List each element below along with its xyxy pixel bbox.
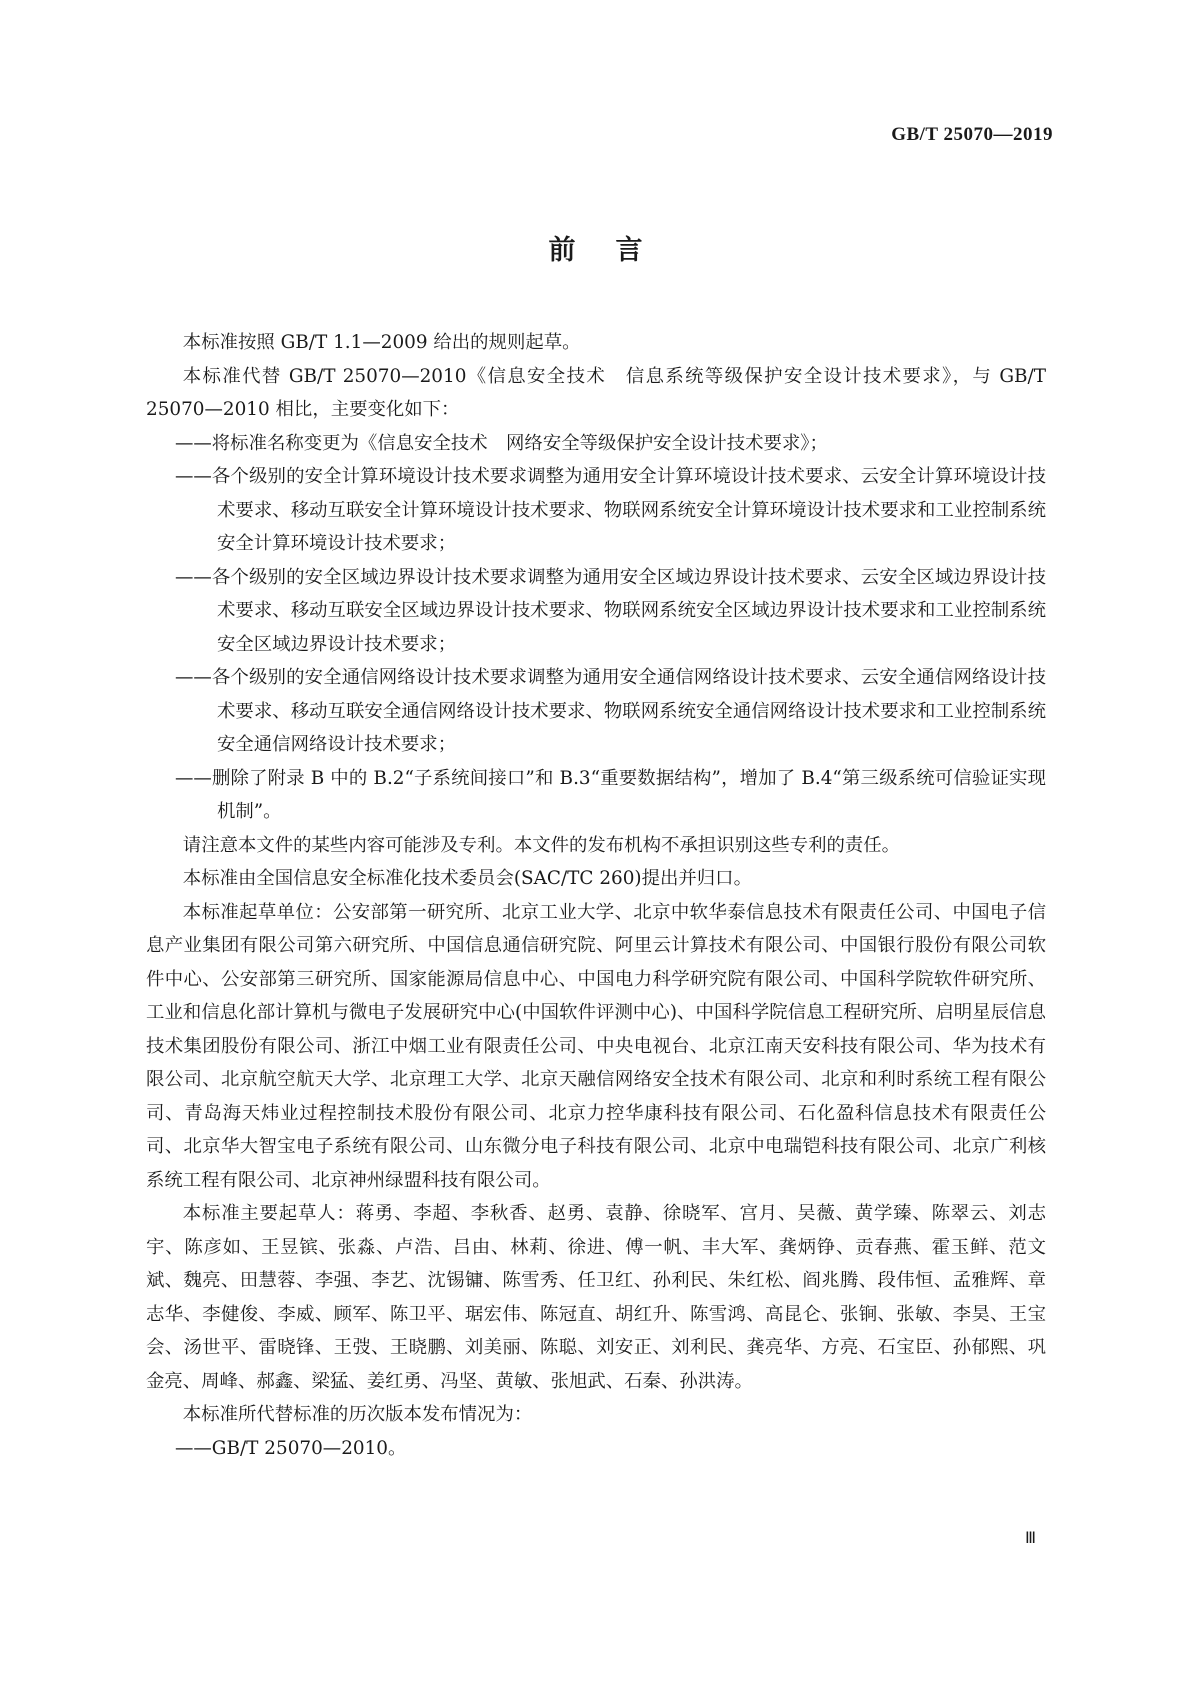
paragraph-proposer: 本标准由全国信息安全标准化技术委员会(SAC/TC 260)提出并归口。 <box>182 868 752 889</box>
change-item: ——各个级别的安全区域边界设计技术要求调整为通用安全区域边界设计技术要求、云安全区域边界设计技术要求、移动互联安全区域边界设计技术要求、物联网系统安全区域边界设计技术要求和工业控制系统安全区域边界设计技术要求； <box>175 566 1046 655</box>
change-item: ——将标准名称变更为《信息安全技术 网络安全等级保护安全设计技术要求》； <box>175 432 828 454</box>
paragraph-drafters: 本标准主要起草人：蒋勇、李超、李秋香、赵勇、袁静、徐晓军、宫月、吴薇、黄学臻、陈翠云、刘志宇、陈彦如、王昱镔、张淼、卢浩、吕由、林莉、徐进、傅一帆、丰大军、龚炳铮、贡春燕、霍玉鲜、范文斌、魏亮、田慧蓉、李强、李艺、沈锡镛、陈雪秀、任卫红、孙利民、朱红松、阎兆腾、段伟恒、孟雅辉、章志华、李健俊、李威、顾军、陈卫平、琚宏伟、陈冠直、胡红升、陈雪鸿、高昆仑、张锏、张敏、李昊、王宝会、汤世平、雷晓锋、王弢、王晓鹏、刘美丽、陈聪、刘安正、刘利民、龚亮华、方亮、石宝臣、孙郁熙、巩金亮、周峰、郝鑫、梁猛、姜红勇、冯坚、黄敏、张旭武、石秦、孙洪涛。 <box>146 1203 1046 1392</box>
paragraph-drafting-units: 本标准起草单位：公安部第一研究所、北京工业大学、北京中软华泰信息技术有限责任公司、中国电子信息产业集团有限公司第六研究所、中国信息通信研究院、阿里云计算技术有限公司、中国银行股份有限公司软件中心、公安部第三研究所、国家能源局信息中心、中国电力科学研究院有限公司、中国科学院软件研究所、工业和信息化部计算机与微电子发展研究中心(中国软件评测中心)、中国科学院信息工程研究所、启明星辰信息技术集团股份有限公司、浙江中烟工业有限责任公司、中央电视台、北京江南天安科技有限公司、华为技术有限公司、北京航空航天大学、北京理工大学、北京天融信网络安全技术有限公司、北京和利时系统工程有限公司、青岛海天炜业过程控制技术股份有限公司、北京力控华康科技有限公司、石化盈科信息技术有限责任公司、北京华大智宝电子系统有限公司、山东微分电子科技有限公司、北京中电瑞铠科技有限公司、北京广利核系统工程有限公司、北京神州绿盟科技有限公司。 <box>146 901 1046 1191</box>
page-number: Ⅲ <box>1024 1530 1036 1547</box>
change-item: ——删除了附录 B 中的 B.2“子系统间接口”和 B.3“重要数据结构”，增加了 B.4“第三级系统可信验证实现机制”。 <box>175 767 1046 822</box>
standard-code: GB/T 25070—2019 <box>891 124 1053 145</box>
paragraph-history-intro: 本标准所代替标准的历次版本发布情况为： <box>182 1404 533 1425</box>
change-item: ——各个级别的安全计算环境设计技术要求调整为通用安全计算环境设计技术要求、云安全计算环境设计技术要求、移动互联安全计算环境设计技术要求、物联网系统安全计算环境设计技术要求和工业控制系统安全计算环境设计技术要求； <box>175 466 1046 554</box>
change-item: ——各个级别的安全通信网络设计技术要求调整为通用安全通信网络设计技术要求、云安全通信网络设计技术要求、移动互联安全通信网络设计技术要求、物联网系统安全通信网络设计技术要求和工业控制系统安全通信网络设计技术要求； <box>175 667 1046 755</box>
foreword-body <box>146 326 1046 1465</box>
paragraph-replaces: 本标准代替 GB/T 25070—2010《信息安全技术 信息系统等级保护安全设计技术要求》，与 GB/T 25070—2010 相比，主要变化如下： <box>146 365 1046 420</box>
paragraph-drafting-rules: 本标准按照 GB/T 1.1—2009 给出的规则起草。 <box>182 332 581 353</box>
paragraph-patent-notice: 请注意本文件的某些内容可能涉及专利。本文件的发布机构不承担识别这些专利的责任。 <box>182 834 901 856</box>
history-item: ——GB/T 25070—2010。 <box>175 1437 407 1459</box>
page-title: 前言 <box>548 235 683 266</box>
